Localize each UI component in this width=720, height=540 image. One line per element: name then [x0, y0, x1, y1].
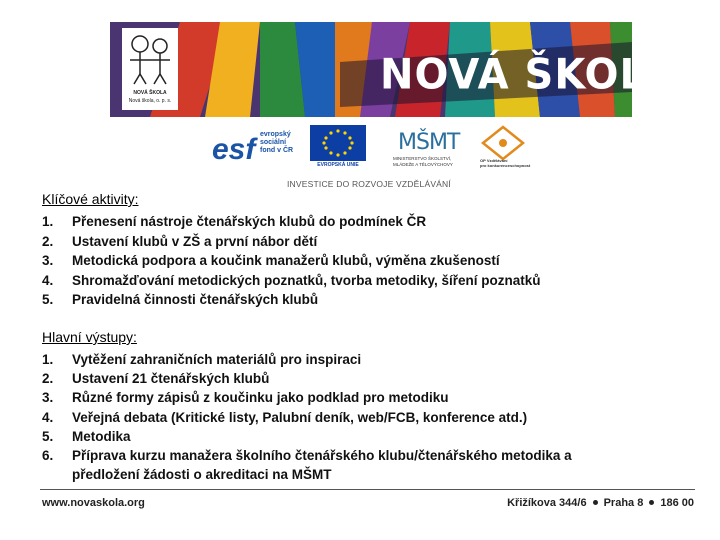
partner-logos [210, 125, 530, 185]
nova-skola-logo [122, 28, 178, 110]
invest-tagline: INVESTICE DO ROZVOJE VZDĚLÁVÁNÍ [287, 179, 451, 189]
bullet-icon [649, 500, 654, 505]
logo-caption: NOVÁ ŠKOLA [133, 90, 167, 96]
list-item: 1. Vytěžení zahraničních materiálů pro inspiraci [42, 352, 362, 367]
list-item: 4. Veřejná debata (Kritické listy, Palubní deník, web/FCB, konference atd.) [42, 409, 528, 425]
outputs-title: Hlavní výstupy: [42, 329, 137, 345]
msmt-mark: MŠMT [398, 130, 460, 155]
footer-address [507, 497, 694, 509]
outputs-list [42, 350, 682, 484]
esf-text: evropský sociální fond v ČR [260, 131, 294, 154]
list-item: 1. Přenesení nástroje čtenářských klubů do podmínek ČR [42, 214, 427, 229]
list-item: 5. Pravidelná činnosti čtenářských klubů [42, 292, 319, 307]
list-item: 2. Ustavení 21 čtenářských klubů [42, 371, 270, 387]
list-item: 6. Příprava kurzu manažera školního čtenářského klubu/čtenářského metodika a předložení žádosti o akreditaci na MŠMT [42, 448, 572, 483]
esf-mark: esf [212, 133, 256, 166]
banner-image [110, 22, 678, 117]
eu-flag [310, 125, 366, 161]
bullet-icon [593, 500, 598, 505]
list-item: 4. Shromažďování metodických poznatků, tvorba metodiky, šíření poznatků [42, 272, 541, 288]
footer-divider [40, 489, 695, 490]
list-item: 2. Ustavení klubů v ZŠ a první nábor dětí [42, 233, 318, 249]
logo-subcaption: Nová škola, o. p. s. [128, 98, 172, 104]
msmt-text: MINISTERSTVO ŠKOLSTVÍ, MLÁDEŽE A TĚLOVÝCHOVY [393, 156, 453, 167]
footer-zip: 186 00 [660, 497, 694, 509]
list-item: 3. Metodická podpora a koučink manažerů klubů, výměna zkušeností [42, 253, 500, 268]
list-item: 3. Různé formy zápisů z koučinku jako podklad pro metodiku [42, 390, 449, 406]
eu-label: EVROPSKÁ UNIE [317, 162, 359, 168]
brand-title: NOVÁ ŠKOLA [380, 50, 678, 100]
footer-website[interactable]: www.novaskola.org [42, 497, 145, 509]
op-text: OP Vzdělávání pro konkurenceschopnost [480, 158, 531, 168]
list-item: 5. Metodika [42, 428, 131, 444]
children-drawing-icon [122, 28, 178, 88]
activities-list [42, 212, 682, 310]
footer-city: Praha 8 [603, 497, 644, 509]
eu-stars-icon [310, 125, 366, 161]
activities-title: Klíčové aktivity: [42, 191, 139, 207]
footer-street: Křižíkova 344/6 [507, 497, 587, 509]
